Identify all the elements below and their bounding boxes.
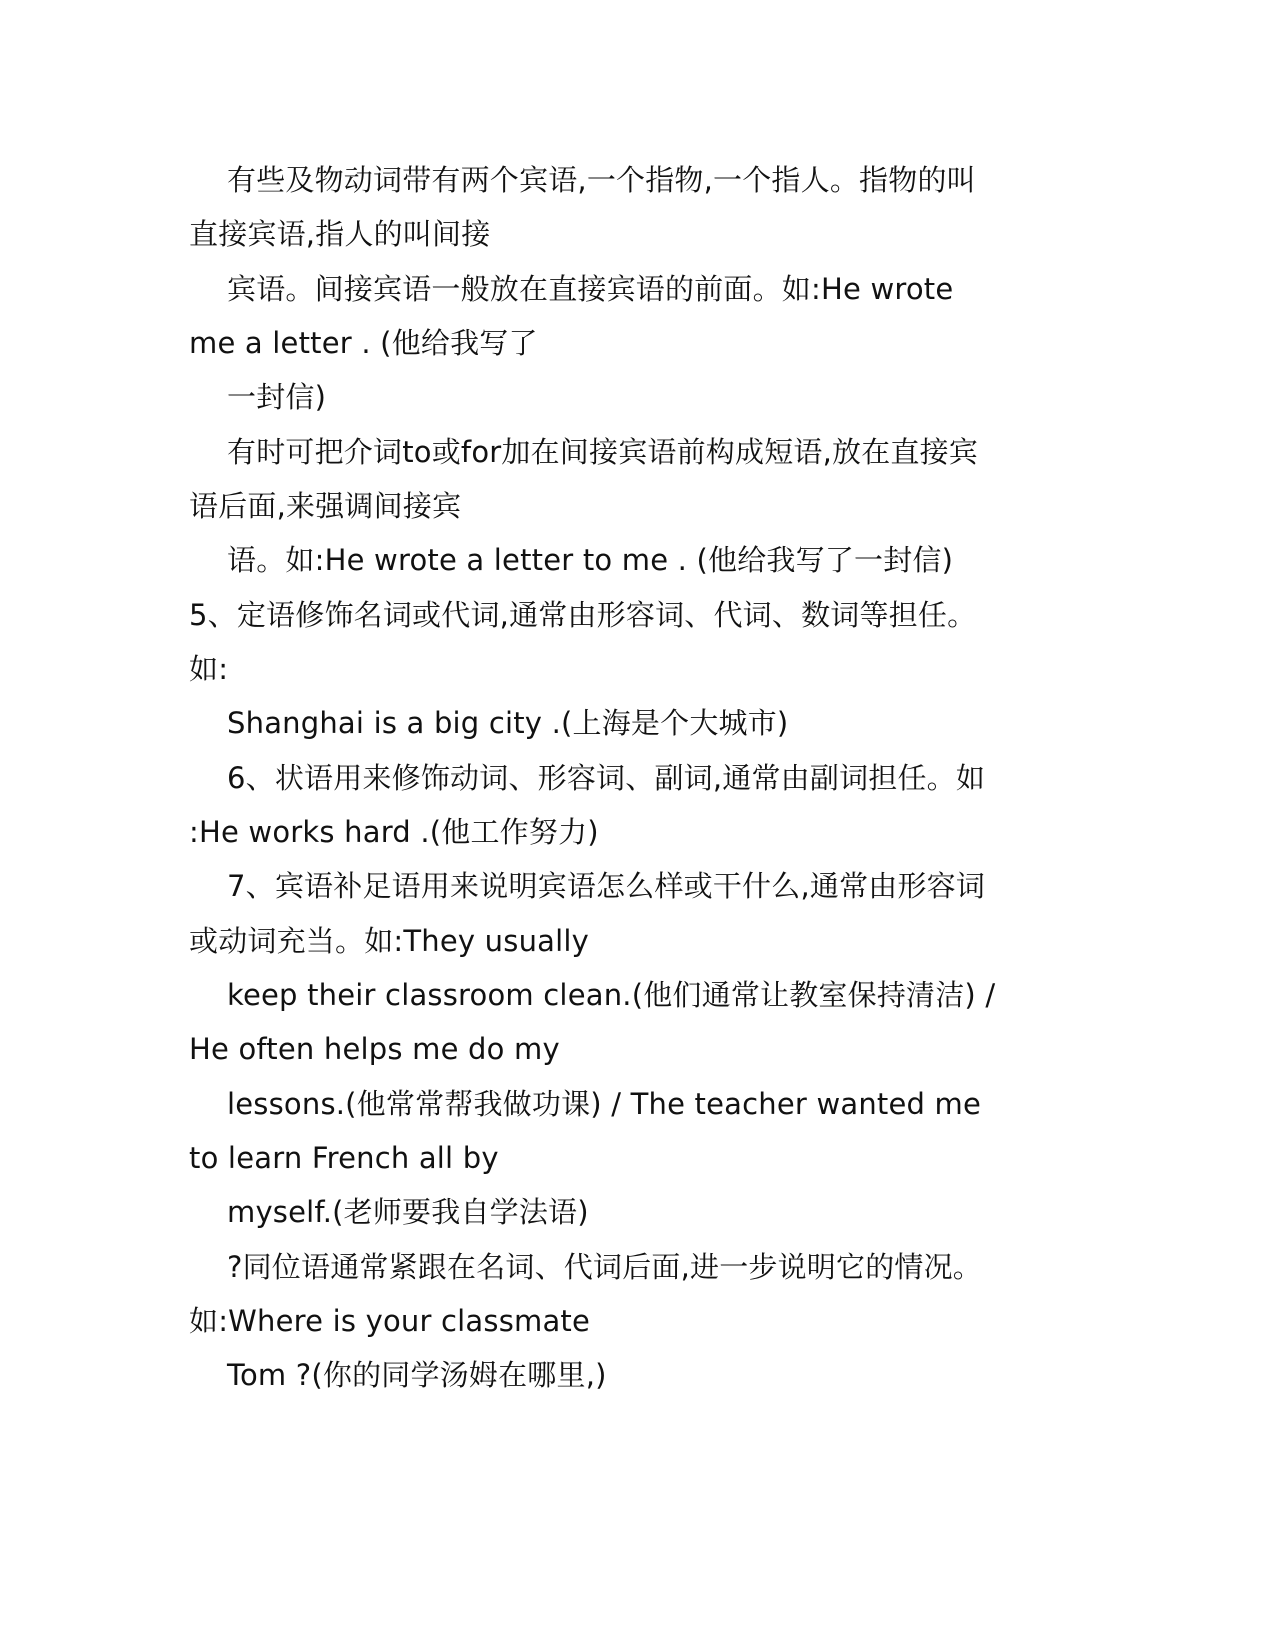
text-line: He often helps me do my [189,1032,560,1066]
text-line: 7、宾语补足语用来说明宾语怎么样或干什么,通常由形容词 [227,869,986,903]
text-line: me a letter . (他给我写了 [189,326,538,360]
text-line: keep their classroom clean.(他们通常让教室保持清洁) / [227,978,996,1012]
text-line: Shanghai is a big city .(上海是个大城市) [227,706,789,740]
text-line: 语后面,来强调间接宾 [189,489,462,523]
text-line: 如:Where is your classmate [189,1304,591,1338]
text-line: :He works hard .(他工作努力) [189,815,599,849]
text-line: to learn French all by [189,1141,499,1175]
text-line: 直接宾语,指人的叫间接 [189,217,491,251]
text-line: lessons.(他常常帮我做功课) / The teacher wanted me [227,1087,982,1121]
text-line: 或动词充当。如:They usually [189,924,590,958]
text-line: 语。如:He wrote a letter to me . (他给我写了一封信) [227,543,954,577]
text-line: 有些及物动词带有两个宾语,一个指物,一个指人。指物的叫 [227,163,976,197]
text-line: 5、定语修饰名词或代词,通常由形容词、代词、数词等担任。 [189,598,977,632]
text-line: 宾语。间接宾语一般放在直接宾语的前面。如:He wrote [227,272,954,306]
text-line: Tom ?(你的同学汤姆在哪里,) [227,1358,607,1392]
text-line: 一封信) [227,380,327,414]
text-line: 有时可把介词to或for加在间接宾语前构成短语,放在直接宾 [227,435,979,469]
text-line: 6、状语用来修饰动词、形容词、副词,通常由副词担任。如 [227,761,986,795]
text-line: ?同位语通常紧跟在名词、代词后面,进一步说明它的情况。 [227,1250,983,1284]
text-line: myself.(老师要我自学法语) [227,1195,589,1229]
text-line: 如: [189,652,229,686]
